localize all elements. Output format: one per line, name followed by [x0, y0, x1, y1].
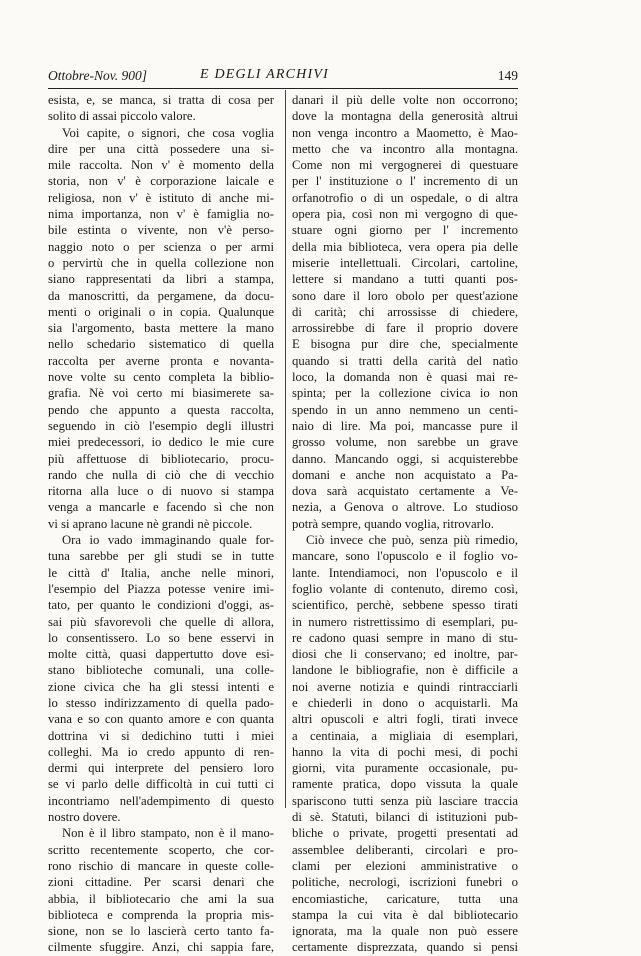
text-line: stampa la cui vita è dal bibliotecario [292, 907, 518, 922]
text-line: hanno la vita di pochi mesi, di pochi [292, 744, 518, 759]
text-line: raccolta per averne pronta e novanta- [48, 353, 274, 368]
text-line: biblioteca e comprenda la propria mis- [48, 907, 274, 922]
text-line: più affettuose di bibliotecario, procu- [48, 451, 274, 466]
text-line: Come non mi vergognerei di questuare [292, 158, 518, 173]
text-line: opera pia, così non mi vergogno di que- [292, 207, 518, 222]
text-line: Voi capite, o signori, che cosa voglia [62, 125, 274, 140]
text-line: domani e anche non acquistato a Pa- [292, 467, 518, 482]
text-line: miserie intellettuali. Circolari, cartoline, [292, 255, 518, 270]
text-line: e chiederli in dono o acquistarli. Ma [292, 695, 518, 710]
text-line: vana e so con quanto amore e con quanta [48, 712, 274, 727]
text-line: naio di lire. Ma poi, mancasse pure il [292, 418, 518, 433]
text-line: non venga incontro a Maometto, è Mao- [292, 125, 518, 140]
text-line: ritorna alla luce o di nuovo si stampa [48, 484, 274, 499]
text-line: loco, la domanda non è quasi mai re- [292, 370, 518, 385]
right-text-column [292, 92, 518, 956]
text-line: di sè. Statuti, bilanci di istituzioni pub- [292, 810, 518, 825]
text-line: mile raccolta. Non v' è momento della [48, 158, 274, 173]
text-line: danno. Mancando oggi, si acquisterebbe [292, 451, 518, 466]
text-line: nima importanza, non v' è famiglia no- [48, 207, 274, 222]
text-line: naggio noto o per scienza o per armi [48, 239, 274, 254]
text-line: dove la montagna della generosità altrui [292, 109, 518, 124]
text-line: orfanotrofio o di un ospedale, o di altra [292, 190, 518, 205]
text-line: nostro dovere. [48, 810, 121, 825]
text-line: solito di assai piccolo valore. [48, 109, 196, 124]
text-line: spinta; per la collezione civica io non [292, 386, 518, 401]
text-line: spendo in un anno nemmeno un centi- [292, 402, 518, 417]
text-line: Non è il libro stampato, non è il mano- [62, 826, 274, 841]
text-line: tato, per quanto le condizioni d'oggi, as- [48, 598, 274, 613]
header-journal-title: E DEGLI ARCHIVI [200, 67, 329, 82]
text-line: politiche, necrologi, iscrizioni funebri o [292, 875, 518, 890]
text-line: zioni cittadine. Per scarsi denari che [48, 875, 274, 890]
text-line: mancare, sono l'opuscolo e il foglio vo- [292, 549, 518, 564]
left-text-column [48, 92, 274, 956]
text-line: arrossirebbe di fare il proprio dovere [292, 321, 518, 336]
text-line: noi averne notizia e quindi rintracciarli [292, 679, 518, 694]
text-line: rando che nulla di ciò che di vecchio [48, 467, 274, 482]
text-line: nove volte su cento completa la biblio- [48, 370, 274, 385]
text-line: vi si aprano lacune nè grandi nè piccole. [48, 516, 253, 531]
text-line: di carità; chi arrossisse di chiedere, [292, 304, 518, 319]
text-line: in numero ristrettissimo di esemplari, pu- [292, 614, 518, 629]
text-line: della mia biblioteca, vera opera pia delle [292, 239, 518, 254]
text-line: Ciò invece che può, senza più rimedio, [306, 533, 518, 548]
text-line: altri opuscoli e altri fogli, tirati invece [292, 712, 518, 727]
text-line: giorni, vita puramente occasionale, pu- [292, 761, 518, 776]
text-line: certamente disprezzata, quando si pensi [292, 940, 518, 955]
text-line: assemblee deliberanti, circolari e pro- [292, 842, 518, 857]
text-line: storia, non v' è corporazione laicale e [48, 174, 274, 189]
text-line: nello schedario sistematico di quella [48, 337, 274, 352]
text-line: dire per una città possedere una si- [48, 141, 274, 156]
text-line: stano biblioteche comunali, una collе- [48, 663, 274, 678]
text-line: religiosa, non v' è istituto di anche mi- [48, 190, 274, 205]
text-line: grafia. Nè voi certo mi biasimerete sa- [48, 386, 274, 401]
text-line: zione civica che ha gli stessi intenti e [48, 679, 274, 694]
text-line: cilmente sfuggire. Anzi, chi sappia fare, [48, 940, 274, 955]
text-line: quando si tratti della carità del natìo [292, 353, 518, 368]
text-line: dottrina vi si dedichino tutti i miei [48, 728, 274, 743]
text-line: bliche o private, progetti presentati ad [292, 826, 518, 841]
text-line: spariscono tutti senza più lasciare traccia [292, 793, 518, 808]
text-line: lo consentissero. Lo so bene esservi in [48, 630, 274, 645]
text-line: danari il più delle volte non occorrono; [292, 93, 518, 107]
header-issue-date: Ottobre-Nov. 900] [48, 68, 147, 83]
text-line: grosso volume, non sarebbe un grave [292, 435, 518, 450]
column-divider [285, 90, 286, 808]
text-line: ramente pratica, dopo vissuta la quale [292, 777, 518, 792]
text-line: colleghi. Ma io credo appunto di ren- [48, 744, 274, 759]
text-line: diosi che li conservano; ed inoltre, par- [292, 647, 518, 662]
running-header [48, 66, 518, 86]
text-line: lettere si mandano a tutti quanti pos- [292, 272, 518, 287]
text-line: lante. Intendiamoci, non l'opuscolo e il [292, 565, 518, 580]
text-line: sia l'argomento, basta mettere la mano [48, 321, 274, 336]
page-number: 149 [497, 68, 518, 83]
text-line: se vi parlo delle difficoltà in cui tutti ci [48, 777, 274, 792]
text-line: potrà sempre, quando voglia, ritrovarlo. [292, 516, 494, 531]
text-line: l'esempio del Piazza potesse venire imi- [48, 581, 274, 596]
text-line: pendo che appunto a questa raccolta, [48, 402, 274, 417]
header-rule [48, 88, 518, 89]
text-line: abbia, il bibliotecario che ami la sua [48, 891, 274, 906]
text-line: menti o originali o in copia. Qualunque [48, 304, 274, 319]
text-line: encomiastiche, caricature, tutta una [292, 891, 518, 906]
text-line: lo stesso indirizzamento di quella pado- [48, 695, 274, 710]
text-line: dermi qui interprete del pensiero loro [48, 761, 274, 776]
text-line: foglio volante di contenuto, diremo così, [292, 581, 518, 596]
text-line: sono dare il loro obolo per quest'azione [292, 288, 518, 303]
text-line: dova sarà acquistato certamente a Ve- [292, 484, 518, 499]
text-line: sai più sfavorevoli che quelle di allora, [48, 614, 274, 629]
text-line: ignorata, ma la quale non può essere [292, 924, 518, 939]
text-line: scientifico, perchè, sebbene spesso tirati [292, 598, 518, 613]
text-line: miei predecessori, io dedico le mie cure [48, 435, 274, 450]
text-line: molte città, quasi dappertutto dove esi- [48, 647, 274, 662]
text-line: seguendo in ciò l'esempio degli illustri [48, 418, 274, 433]
text-line: per l' instituzione o l' incremento di un [292, 174, 518, 189]
text-line: incontriamo nell'adempimento di questo [48, 793, 274, 808]
text-line: scritto recentemente scoperto, che cor- [48, 842, 274, 857]
text-line: re cadono quasi sempre in mano di stu- [292, 630, 518, 645]
text-line: stuare ogni giorno per l' incremento [292, 223, 518, 238]
text-line: da manoscritti, da pergamene, da docu- [48, 288, 274, 303]
text-line: sione, non se lo lascierà certo tanto fa- [48, 924, 274, 939]
text-line: siano rappresentati da libri a stampa, [48, 272, 274, 287]
text-line: landone le bibliografie, non è difficile a [292, 663, 518, 678]
text-line: clami per elezioni amministrative o [292, 858, 518, 873]
text-line: nezia, a Genova o altrove. Lo studioso [292, 500, 518, 515]
text-line: o pervirtù che in quella collezione non [48, 255, 274, 270]
text-line: bile estinta o vivente, non v'è perso- [48, 223, 274, 238]
text-line: le città d' Italia, anche nelle minori, [48, 565, 274, 580]
text-line: Ora io vado immaginando quale for- [62, 533, 274, 548]
text-line: esista, e, se manca, si tratta di cosa per [48, 93, 274, 107]
text-line: tuna sarebbe per gli studi se in tutte [48, 549, 274, 564]
text-line: rono rischio di mancare in queste colle- [48, 858, 274, 873]
text-line: a centinaia, a migliaia di esemplari, [292, 728, 518, 743]
text-line: metto che va incontro alla montagna. [292, 141, 518, 156]
text-line: E bisogna pur dire che, specialmente [292, 337, 518, 352]
text-line: venga a mancarle e facendo sì che non [48, 500, 274, 515]
